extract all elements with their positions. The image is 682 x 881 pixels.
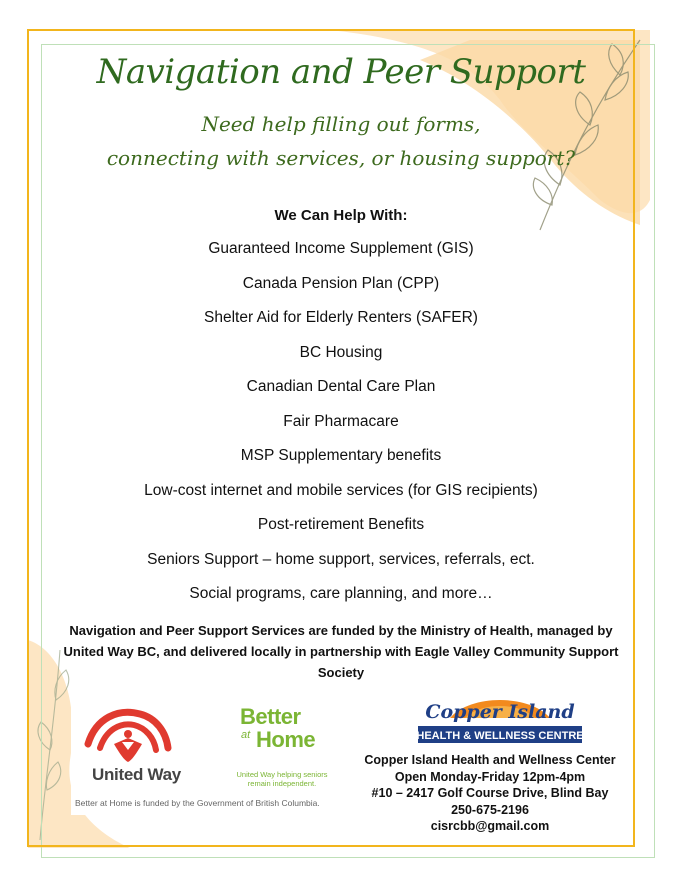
center-hours: Open Monday-Friday 12pm-4pm [394, 769, 586, 784]
united-way-logo-icon [78, 704, 174, 766]
page-title: Navigation and Peer Support [96, 52, 586, 92]
subtitle-line-2: connecting with services, or housing support? [106, 146, 576, 170]
funded-note: Better at Home is funded by the Government of British Columbia. [75, 798, 320, 808]
better-at-home-home: Home [256, 727, 316, 752]
center-address: #10 – 2417 Golf Course Drive, Blind Bay [371, 786, 609, 800]
service-item: Canada Pension Plan (CPP) [242, 274, 440, 292]
service-item: Guaranteed Income Supplement (GIS) [208, 240, 474, 257]
center-name: Copper Island Health and Wellness Center [364, 753, 616, 767]
contact-info [350, 752, 630, 835]
copper-island-script: Copper Island [425, 701, 575, 723]
better-at-home-tagline: United Way helping seniors remain independent. [236, 770, 328, 788]
service-item: Seniors Support – home support, services, referrals, ect. [147, 550, 535, 568]
service-item: Fair Pharmacare [283, 412, 399, 430]
service-item: Low-cost internet and mobile services (for GIS recipients) [144, 481, 538, 499]
center-email[interactable]: cisrcbb@gmail.com [430, 819, 550, 833]
better-at-home-at: at [241, 729, 251, 741]
services-list [0, 232, 682, 612]
subtitle-line-1: Need help filling out forms, [201, 112, 481, 136]
service-item: Canadian Dental Care Plan [246, 378, 436, 395]
better-at-home-better: Better [240, 704, 301, 729]
copper-island-logo-icon [410, 690, 590, 750]
center-phone: 250-675-2196 [451, 802, 529, 817]
service-item: Shelter Aid for Elderly Renters (SAFER) [204, 309, 478, 326]
service-item: MSP Supplementary benefits [240, 447, 442, 464]
service-item: Post-retirement Benefits [257, 516, 425, 533]
united-way-name: United Way [92, 765, 181, 784]
service-item: BC Housing [299, 343, 383, 361]
copper-island-banner: HEALTH & WELLNESS CENTRE [416, 730, 584, 742]
service-item: Social programs, care planning, and more… [189, 585, 493, 602]
funding-statement: Navigation and Peer Support Services are funded by the Ministry of Health, managed by United Way BC, and delivered locally in partnership with Eagle Valley Community Support Society [63, 623, 619, 680]
help-heading: We Can Help With: [274, 207, 408, 224]
